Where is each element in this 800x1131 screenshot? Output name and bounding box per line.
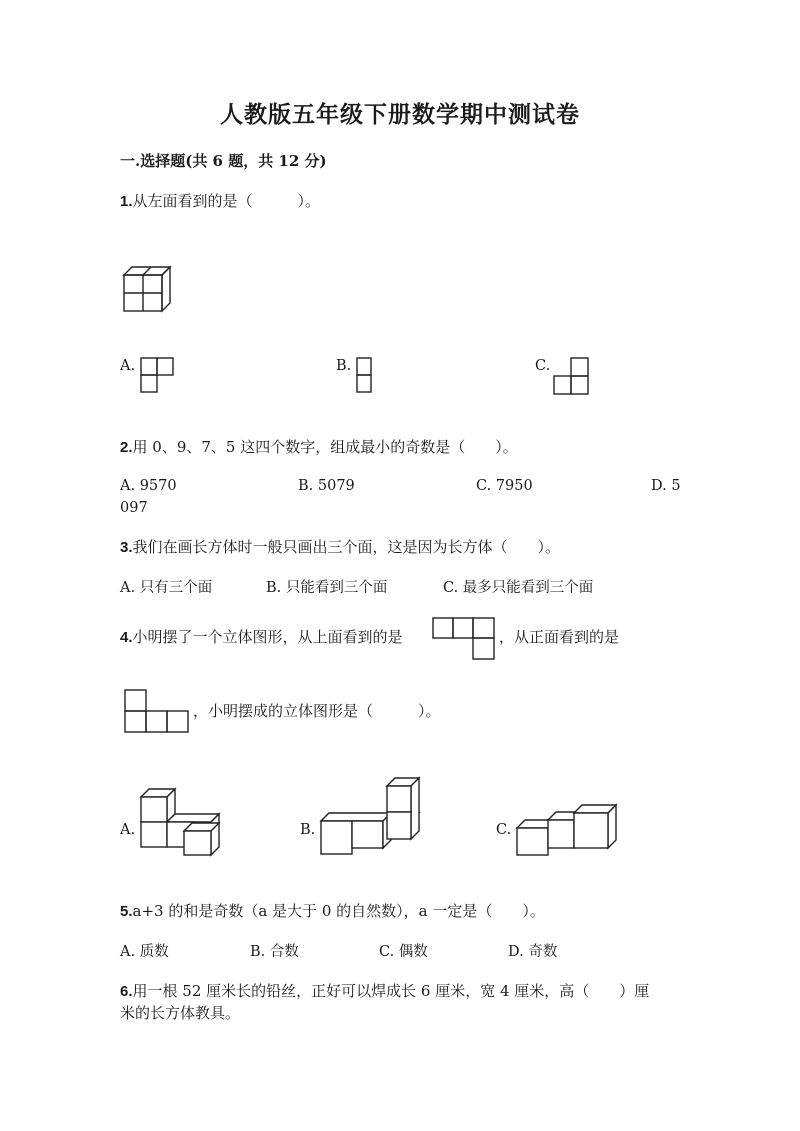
q4-option-c-figure [516, 804, 620, 858]
question-4-part-1 [120, 626, 403, 647]
question-number: 1. [120, 193, 133, 210]
q4-option-a-figure [140, 788, 228, 858]
section-heading: 一.选择题(共 6 题，共 12 分) [120, 152, 327, 170]
question-6-continued: 米的长方体教具。 [120, 1004, 241, 1022]
option-d-continued: 097 [120, 500, 148, 516]
question-text: 用 0、9、7、5 这四个数字，组成最小的奇数是（ ）。 [132, 438, 518, 456]
question-6 [120, 980, 649, 1001]
question-number: 2. [120, 439, 133, 456]
question-3 [120, 536, 560, 557]
question-text: 从左面看到的是（ ）。 [132, 192, 321, 210]
option-b[interactable]: B. [300, 822, 316, 838]
question-text: 我们在画长方体时一般只画出三个面，这是因为长方体（ ）。 [132, 538, 561, 556]
q1-option-a-figure [140, 357, 174, 393]
question-number: 3. [120, 539, 133, 556]
q4-top-view-figure [432, 617, 496, 661]
question-5 [120, 900, 545, 921]
question-text: a+3 的和是奇数（a 是大于 0 的自然数），a 一定是（ ）。 [132, 902, 545, 920]
option-a[interactable]: A. 9570 [120, 478, 177, 494]
option-c[interactable]: C. [535, 358, 551, 374]
option-a[interactable]: A. [120, 822, 136, 838]
option-a[interactable]: A. 只有三个面 [120, 580, 213, 596]
q4-option-b-figure [320, 777, 424, 857]
q4-front-view-figure [124, 689, 190, 733]
option-b[interactable]: B. [336, 358, 352, 374]
option-d[interactable]: D. 5 [651, 478, 681, 494]
question-number: 5. [120, 903, 133, 920]
question-number: 4. [120, 629, 133, 646]
option-b[interactable]: B. 只能看到三个面 [266, 580, 388, 596]
question-2 [120, 436, 518, 457]
option-a[interactable]: A. 质数 [120, 944, 169, 960]
option-a[interactable]: A. [120, 358, 136, 374]
option-c[interactable]: C. 7950 [476, 478, 533, 494]
q1-option-b-figure [356, 357, 372, 393]
page-title: 人教版五年级下册数学期中测试卷 [220, 101, 580, 128]
question-text: 用一根 52 厘米长的铅丝，正好可以焊成长 6 厘米，宽 4 厘米，高（ ）厘 [132, 982, 650, 1000]
question-text: 小明摆了一个立体图形，从上面看到的是 [132, 628, 403, 646]
option-b[interactable]: B. 5079 [298, 478, 355, 494]
option-c[interactable]: C. [496, 822, 512, 838]
q1-cube-figure [122, 265, 172, 315]
question-1 [120, 190, 320, 211]
option-d[interactable]: D. 奇数 [508, 944, 558, 960]
option-b[interactable]: B. 合数 [250, 944, 299, 960]
question-4-part-2: ，从正面看到的是 [499, 628, 620, 646]
question-number: 6. [120, 983, 133, 1000]
option-c[interactable]: C. 偶数 [379, 944, 428, 960]
option-c[interactable]: C. 最多只能看到三个面 [443, 580, 594, 596]
question-4-part-3: ，小明摆成的立体图形是（ ）。 [193, 702, 441, 720]
q1-option-c-figure [553, 357, 589, 395]
